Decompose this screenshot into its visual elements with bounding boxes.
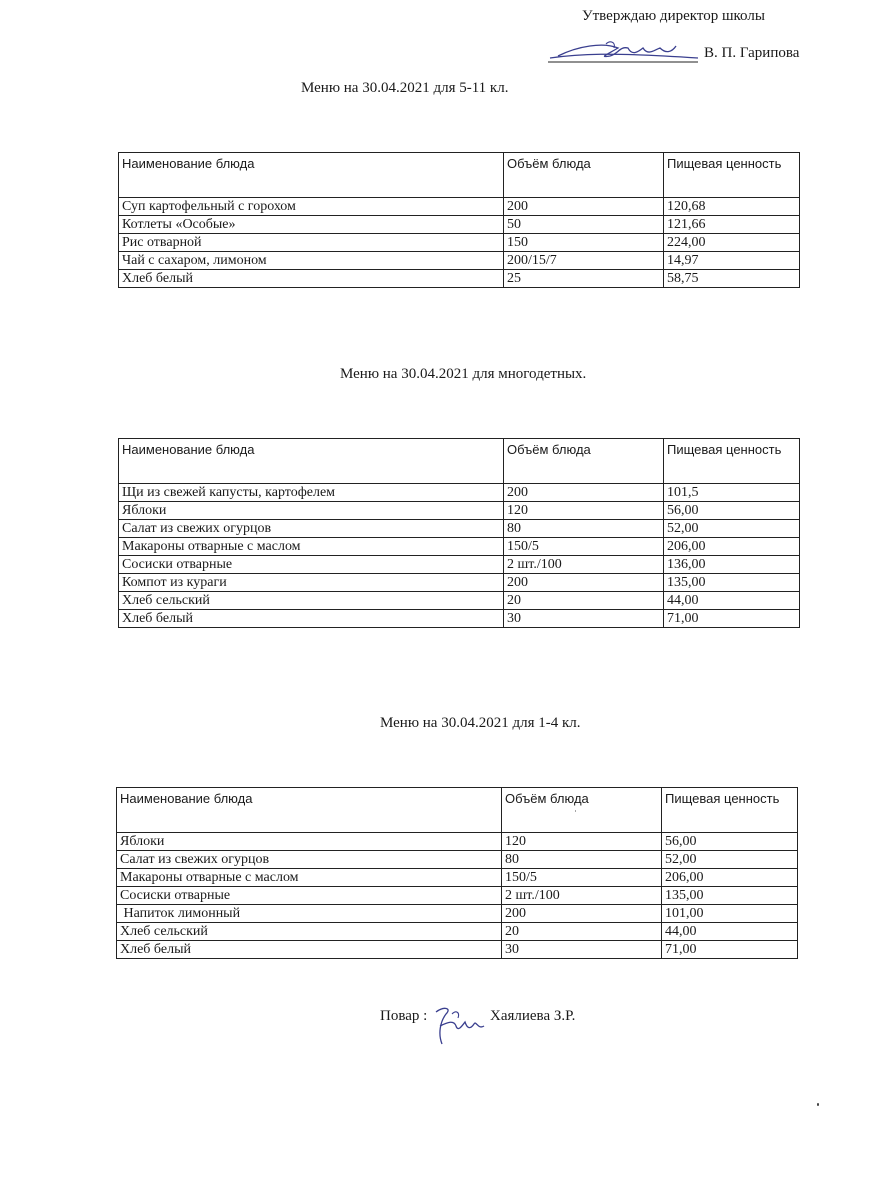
portion-cell: 50 — [504, 216, 664, 234]
table-row — [119, 216, 800, 234]
header-dish-name: Наименование блюда — [119, 439, 504, 484]
menu-table-grades-1-4 — [116, 787, 798, 959]
cook-signature-block — [380, 1000, 640, 1050]
nutrition-cell: 58,75 — [664, 270, 800, 288]
portion-cell: 200 — [502, 905, 662, 923]
table-row — [119, 234, 800, 252]
table-row — [119, 538, 800, 556]
table-row — [117, 941, 798, 959]
dish-name-cell: Котлеты «Особые» — [119, 216, 504, 234]
portion-cell: 80 — [502, 851, 662, 869]
table-row — [119, 502, 800, 520]
scan-speck — [575, 810, 576, 812]
director-signature-block — [548, 34, 848, 74]
table-row — [119, 520, 800, 538]
header-nutrition: Пищевая ценность — [662, 788, 798, 833]
nutrition-cell: 120,68 — [664, 198, 800, 216]
portion-cell: 120 — [504, 502, 664, 520]
portion-cell: 25 — [504, 270, 664, 288]
table-header-row — [119, 153, 800, 198]
nutrition-cell: 224,00 — [664, 234, 800, 252]
table-row — [117, 851, 798, 869]
dish-name-cell: Хлеб сельский — [117, 923, 502, 941]
header-portion: Объём блюда — [504, 439, 664, 484]
dish-name-cell: Сосиски отварные — [119, 556, 504, 574]
portion-cell: 200 — [504, 574, 664, 592]
nutrition-cell: 206,00 — [662, 869, 798, 887]
dish-name-cell: Чай с сахаром, лимоном — [119, 252, 504, 270]
nutrition-cell: 52,00 — [664, 520, 800, 538]
dish-name-cell: Щи из свежей капусты, картофелем — [119, 484, 504, 502]
header-nutrition: Пищевая ценность — [664, 153, 800, 198]
header-portion: Объём блюда — [504, 153, 664, 198]
portion-cell: 120 — [502, 833, 662, 851]
director-signature-icon — [548, 34, 698, 74]
nutrition-cell: 101,00 — [662, 905, 798, 923]
table-row — [119, 610, 800, 628]
dish-name-cell: Макароны отварные с маслом — [119, 538, 504, 556]
table-row — [119, 574, 800, 592]
portion-cell: 2 шт./100 — [502, 887, 662, 905]
dish-name-cell: Яблоки — [119, 502, 504, 520]
nutrition-cell: 56,00 — [664, 502, 800, 520]
table-row — [119, 556, 800, 574]
table-row — [117, 833, 798, 851]
dish-name-cell: Яблоки — [117, 833, 502, 851]
portion-cell: 20 — [504, 592, 664, 610]
table-row — [117, 905, 798, 923]
cook-label: Повар : — [380, 1008, 428, 1024]
nutrition-cell: 135,00 — [662, 887, 798, 905]
table-row — [117, 887, 798, 905]
dish-name-cell: Рис отварной — [119, 234, 504, 252]
dish-name-cell: Хлеб белый — [119, 610, 504, 628]
nutrition-cell: 52,00 — [662, 851, 798, 869]
nutrition-cell: 121,66 — [664, 216, 800, 234]
cook-signature-icon — [432, 1000, 487, 1050]
menu-table-large-families — [118, 438, 800, 628]
nutrition-cell: 136,00 — [664, 556, 800, 574]
menu-title-large-families: Меню на 30.04.2021 для многодетных. — [340, 366, 587, 382]
nutrition-cell: 71,00 — [662, 941, 798, 959]
portion-cell: 20 — [502, 923, 662, 941]
dish-name-cell: Макароны отварные с маслом — [117, 869, 502, 887]
portion-cell: 200/15/7 — [504, 252, 664, 270]
nutrition-cell: 44,00 — [662, 923, 798, 941]
dish-name-cell: Салат из свежих огурцов — [119, 520, 504, 538]
director-name: В. П. Гарипова — [704, 45, 800, 61]
dish-name-cell: Суп картофельный с горохом — [119, 198, 504, 216]
nutrition-cell: 71,00 — [664, 610, 800, 628]
menu-table-grades-5-11 — [118, 152, 800, 288]
portion-cell: 150 — [504, 234, 664, 252]
dish-name-cell: Компот из кураги — [119, 574, 504, 592]
scan-speck — [817, 1103, 819, 1106]
table-row — [117, 923, 798, 941]
header-portion: Объём блюда — [502, 788, 662, 833]
portion-cell: 150/5 — [502, 869, 662, 887]
header-nutrition: Пищевая ценность — [664, 439, 800, 484]
portion-cell: 2 шт./100 — [504, 556, 664, 574]
header-dish-name: Наименование блюда — [117, 788, 502, 833]
nutrition-cell: 135,00 — [664, 574, 800, 592]
table-row — [119, 270, 800, 288]
approval-text: Утверждаю директор школы — [582, 8, 765, 24]
portion-cell: 30 — [502, 941, 662, 959]
portion-cell: 200 — [504, 484, 664, 502]
table-row — [119, 592, 800, 610]
portion-cell: 200 — [504, 198, 664, 216]
table-row — [117, 869, 798, 887]
nutrition-cell: 56,00 — [662, 833, 798, 851]
dish-name-cell: Сосиски отварные — [117, 887, 502, 905]
dish-name-cell: Салат из свежих огурцов — [117, 851, 502, 869]
nutrition-cell: 101,5 — [664, 484, 800, 502]
dish-name-cell: Напиток лимонный — [117, 905, 502, 923]
table-header-row — [117, 788, 798, 833]
nutrition-cell: 44,00 — [664, 592, 800, 610]
header-dish-name: Наименование блюда — [119, 153, 504, 198]
dish-name-cell: Хлеб белый — [119, 270, 504, 288]
portion-cell: 30 — [504, 610, 664, 628]
dish-name-cell: Хлеб сельский — [119, 592, 504, 610]
table-header-row — [119, 439, 800, 484]
table-row — [119, 484, 800, 502]
cook-name: Хаялиева З.Р. — [490, 1008, 576, 1024]
nutrition-cell: 206,00 — [664, 538, 800, 556]
table-row — [119, 252, 800, 270]
menu-title-grades-5-11: Меню на 30.04.2021 для 5-11 кл. — [301, 80, 509, 96]
portion-cell: 80 — [504, 520, 664, 538]
table-row — [119, 198, 800, 216]
nutrition-cell: 14,97 — [664, 252, 800, 270]
menu-title-grades-1-4: Меню на 30.04.2021 для 1-4 кл. — [380, 715, 581, 731]
dish-name-cell: Хлеб белый — [117, 941, 502, 959]
portion-cell: 150/5 — [504, 538, 664, 556]
